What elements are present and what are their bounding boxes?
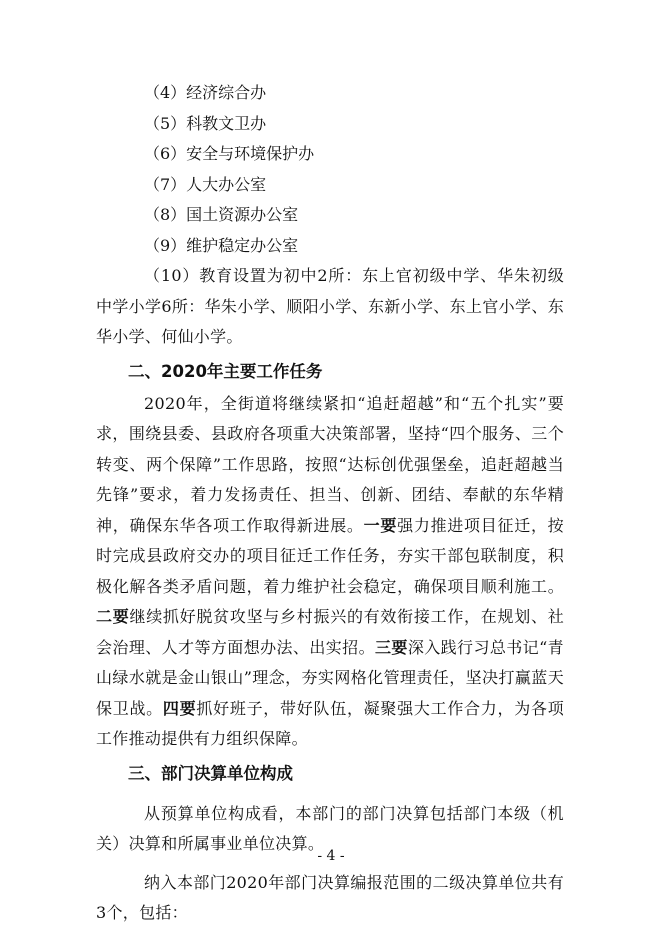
- unit-composition-paragraph: 从预算单位构成看，本部门的部门决算包括部门本级（机关）决算和所属事业单位决算。: [96, 803, 564, 853]
- secondary-units-paragraph: 纳入本部门2020年部门决算编报范围的二级决算单位共有3个，包括：: [96, 872, 564, 922]
- keyword-first: 一要: [363, 515, 398, 535]
- list-item: （6）安全与环境保护办: [144, 144, 315, 163]
- keyword-second: 二要: [96, 607, 130, 626]
- work-task-one: 强力推进项目征迁，按时完成县政府交办的项目征迁工作任务，夯实干部包联制度，积极化解各类矛盾问题，着力维护社会稳定，确保项目顺利施工。: [96, 515, 564, 596]
- work-task-two: 继续抓好脱贫攻坚与乡村振兴的有效衔接工作，在规划、社会治理、人才等方面想办法、出实招。: [96, 607, 564, 657]
- list-item: （8）国土资源办公室: [144, 205, 299, 224]
- work-task-four: 抓好班子，带好队伍，凝聚强大工作合力，为各项工作推动提供有力组织保障。: [96, 698, 564, 748]
- page-content: [96, 78, 564, 929]
- section-heading-work-tasks: 二、2020年主要工作任务: [128, 361, 323, 381]
- list-item: （4）经济综合办: [144, 83, 267, 102]
- list-item-education: （10）教育设置为初中2所：东上官初级中学、华朱初级中学小学6所：华朱小学、顺阳小学、东新小学、东上官小学、东华小学、何仙小学。: [96, 266, 564, 346]
- section-heading-unit-composition: 三、部门决算单位构成: [128, 763, 293, 783]
- list-item: （7）人大办公室: [144, 174, 267, 194]
- list-item: （5）科教文卫办: [144, 113, 267, 133]
- work-tasks-intro: 2020年，全街道将继续紧扣“追赶超越”和“五个扎实”要求，围绕县委、县政府各项重大决策部署，坚持“四个服务、三个转变、两个保障”工作思路，按照“达标创优强堡垒，追赶超越当先锋”要求，着力发扬责任、担当、创新、团结、奉献的东华精神，确保东华各项工作取得新进展。: [96, 393, 564, 535]
- work-tasks-paragraph: [96, 389, 564, 755]
- keyword-fourth: 四要: [162, 698, 197, 718]
- list-item: （9）维护稳定办公室: [144, 235, 299, 255]
- keyword-third: 三要: [374, 637, 408, 657]
- work-task-three: 深入践行习总书记“青山绿水就是金山银山”理念，夯实网格化管理责任，坚决打赢蓝天保卫战。: [96, 637, 564, 718]
- page-number: - 4 -: [317, 848, 345, 864]
